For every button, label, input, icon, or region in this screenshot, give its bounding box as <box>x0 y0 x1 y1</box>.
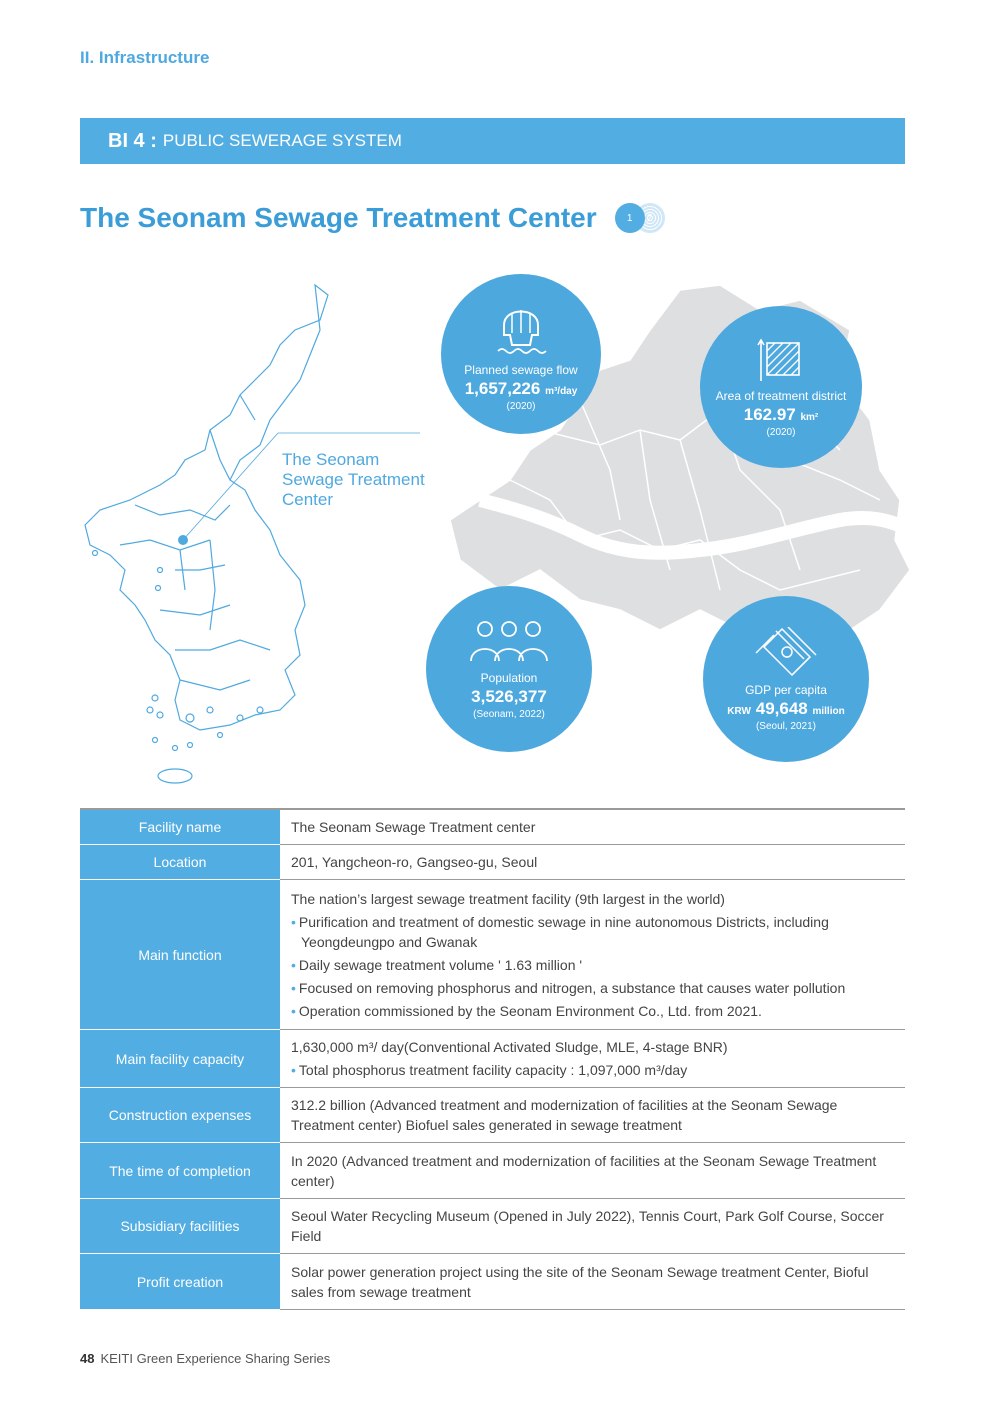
banknotes-icon <box>752 627 820 677</box>
capacity-line: 1,630,000 m³/ day(Conventional Activated Sludge, MLE, 4-stage BNR) <box>291 1039 728 1055</box>
row-value: The Seonam Sewage Treatment center <box>280 809 905 845</box>
area-icon <box>757 337 805 383</box>
stat-population: Population 3,526,377 (Seonam, 2022) <box>426 586 592 752</box>
row-value: In 2020 (Advanced treatment and modernization of facilities at the Seonam Sewage Treatment center) <box>280 1143 905 1199</box>
function-intro: The nation’s largest sewage treatment facility (9th largest in the world) <box>291 890 725 907</box>
banner-code: BI 4 : <box>108 129 157 152</box>
page-indicator-1: 1 <box>615 203 645 233</box>
korea-map <box>85 285 328 783</box>
map-callout-label: The Seonam Sewage Treatment Center <box>282 450 425 509</box>
leader-line <box>183 433 278 540</box>
function-bullet: • Purification and treatment of domestic sewage in nine autonomous Districts, including Yeongdeungpo and Gwanak <box>291 912 895 952</box>
stat-gdp-per-capita: GDP per capita KRW 49,648 million (Seoul, 2021) <box>703 596 869 762</box>
table-row <box>80 1088 905 1143</box>
row-value <box>280 1030 905 1088</box>
facility-info-table <box>80 808 905 1310</box>
table-row <box>80 1030 905 1088</box>
table-row <box>80 1199 905 1254</box>
row-value: 312.2 billion (Advanced treatment and modernization of facilities at the Seonam Sewage Treatment center) Biofuel sales generated in sewage treatment <box>280 1088 905 1143</box>
function-bullet: • Focused on removing phosphorus and nitrogen, a substance that causes water pollution <box>291 978 895 998</box>
row-key: Facility name <box>80 809 280 845</box>
banner-title: PUBLIC SEWERAGE SYSTEM <box>162 131 402 150</box>
table-row <box>80 880 905 1030</box>
page-title: The Seonam Sewage Treatment Center <box>80 202 597 233</box>
series-name: KEITI Green Experience Sharing Series <box>100 1351 331 1366</box>
table-row <box>80 1254 905 1310</box>
page-number: 48 <box>80 1351 95 1366</box>
page-indicator-2: 2 <box>635 203 665 233</box>
row-key: Main facility capacity <box>80 1030 280 1088</box>
page-footer <box>80 1351 330 1366</box>
topic-banner <box>80 118 905 164</box>
outfall-pipe-icon <box>492 297 550 357</box>
function-bullet: • Operation commissioned by the Seonam Environment Co., Ltd. from 2021. <box>291 1001 895 1021</box>
stat-treatment-area: Area of treatment district 162.97 km² (2020) <box>700 306 862 468</box>
capacity-bullet: • Total phosphorus treatment facility capacity : 1,097,000 m³/day <box>291 1060 895 1080</box>
row-key: Main function <box>80 880 280 1030</box>
row-value: 201, Yangcheon-ro, Gangseo-gu, Seoul <box>280 845 905 880</box>
row-key: Subsidiary facilities <box>80 1199 280 1254</box>
function-bullet: • Daily sewage treatment volume ' 1.63 million ' <box>291 955 895 975</box>
title-row <box>80 202 667 234</box>
stat-sewage-flow: Planned sewage flow 1,657,226 m³/day (2020) <box>441 274 601 434</box>
page-indicator <box>615 203 667 233</box>
people-icon <box>469 619 549 665</box>
row-key: Location <box>80 845 280 880</box>
row-key: Construction expenses <box>80 1088 280 1143</box>
row-key: Profit creation <box>80 1254 280 1310</box>
row-value: Solar power generation project using the site of the Seonam Sewage treatment Center, Bioful sales from sewage treatment <box>280 1254 905 1310</box>
row-value <box>280 880 905 1030</box>
row-value: Seoul Water Recycling Museum (Opened in July 2022), Tennis Court, Park Golf Course, Soccer Field <box>280 1199 905 1254</box>
row-key: The time of completion <box>80 1143 280 1199</box>
section-heading: II. Infrastructure <box>80 48 210 67</box>
table-row <box>80 845 905 880</box>
table-row <box>80 1143 905 1199</box>
table-row <box>80 809 905 845</box>
